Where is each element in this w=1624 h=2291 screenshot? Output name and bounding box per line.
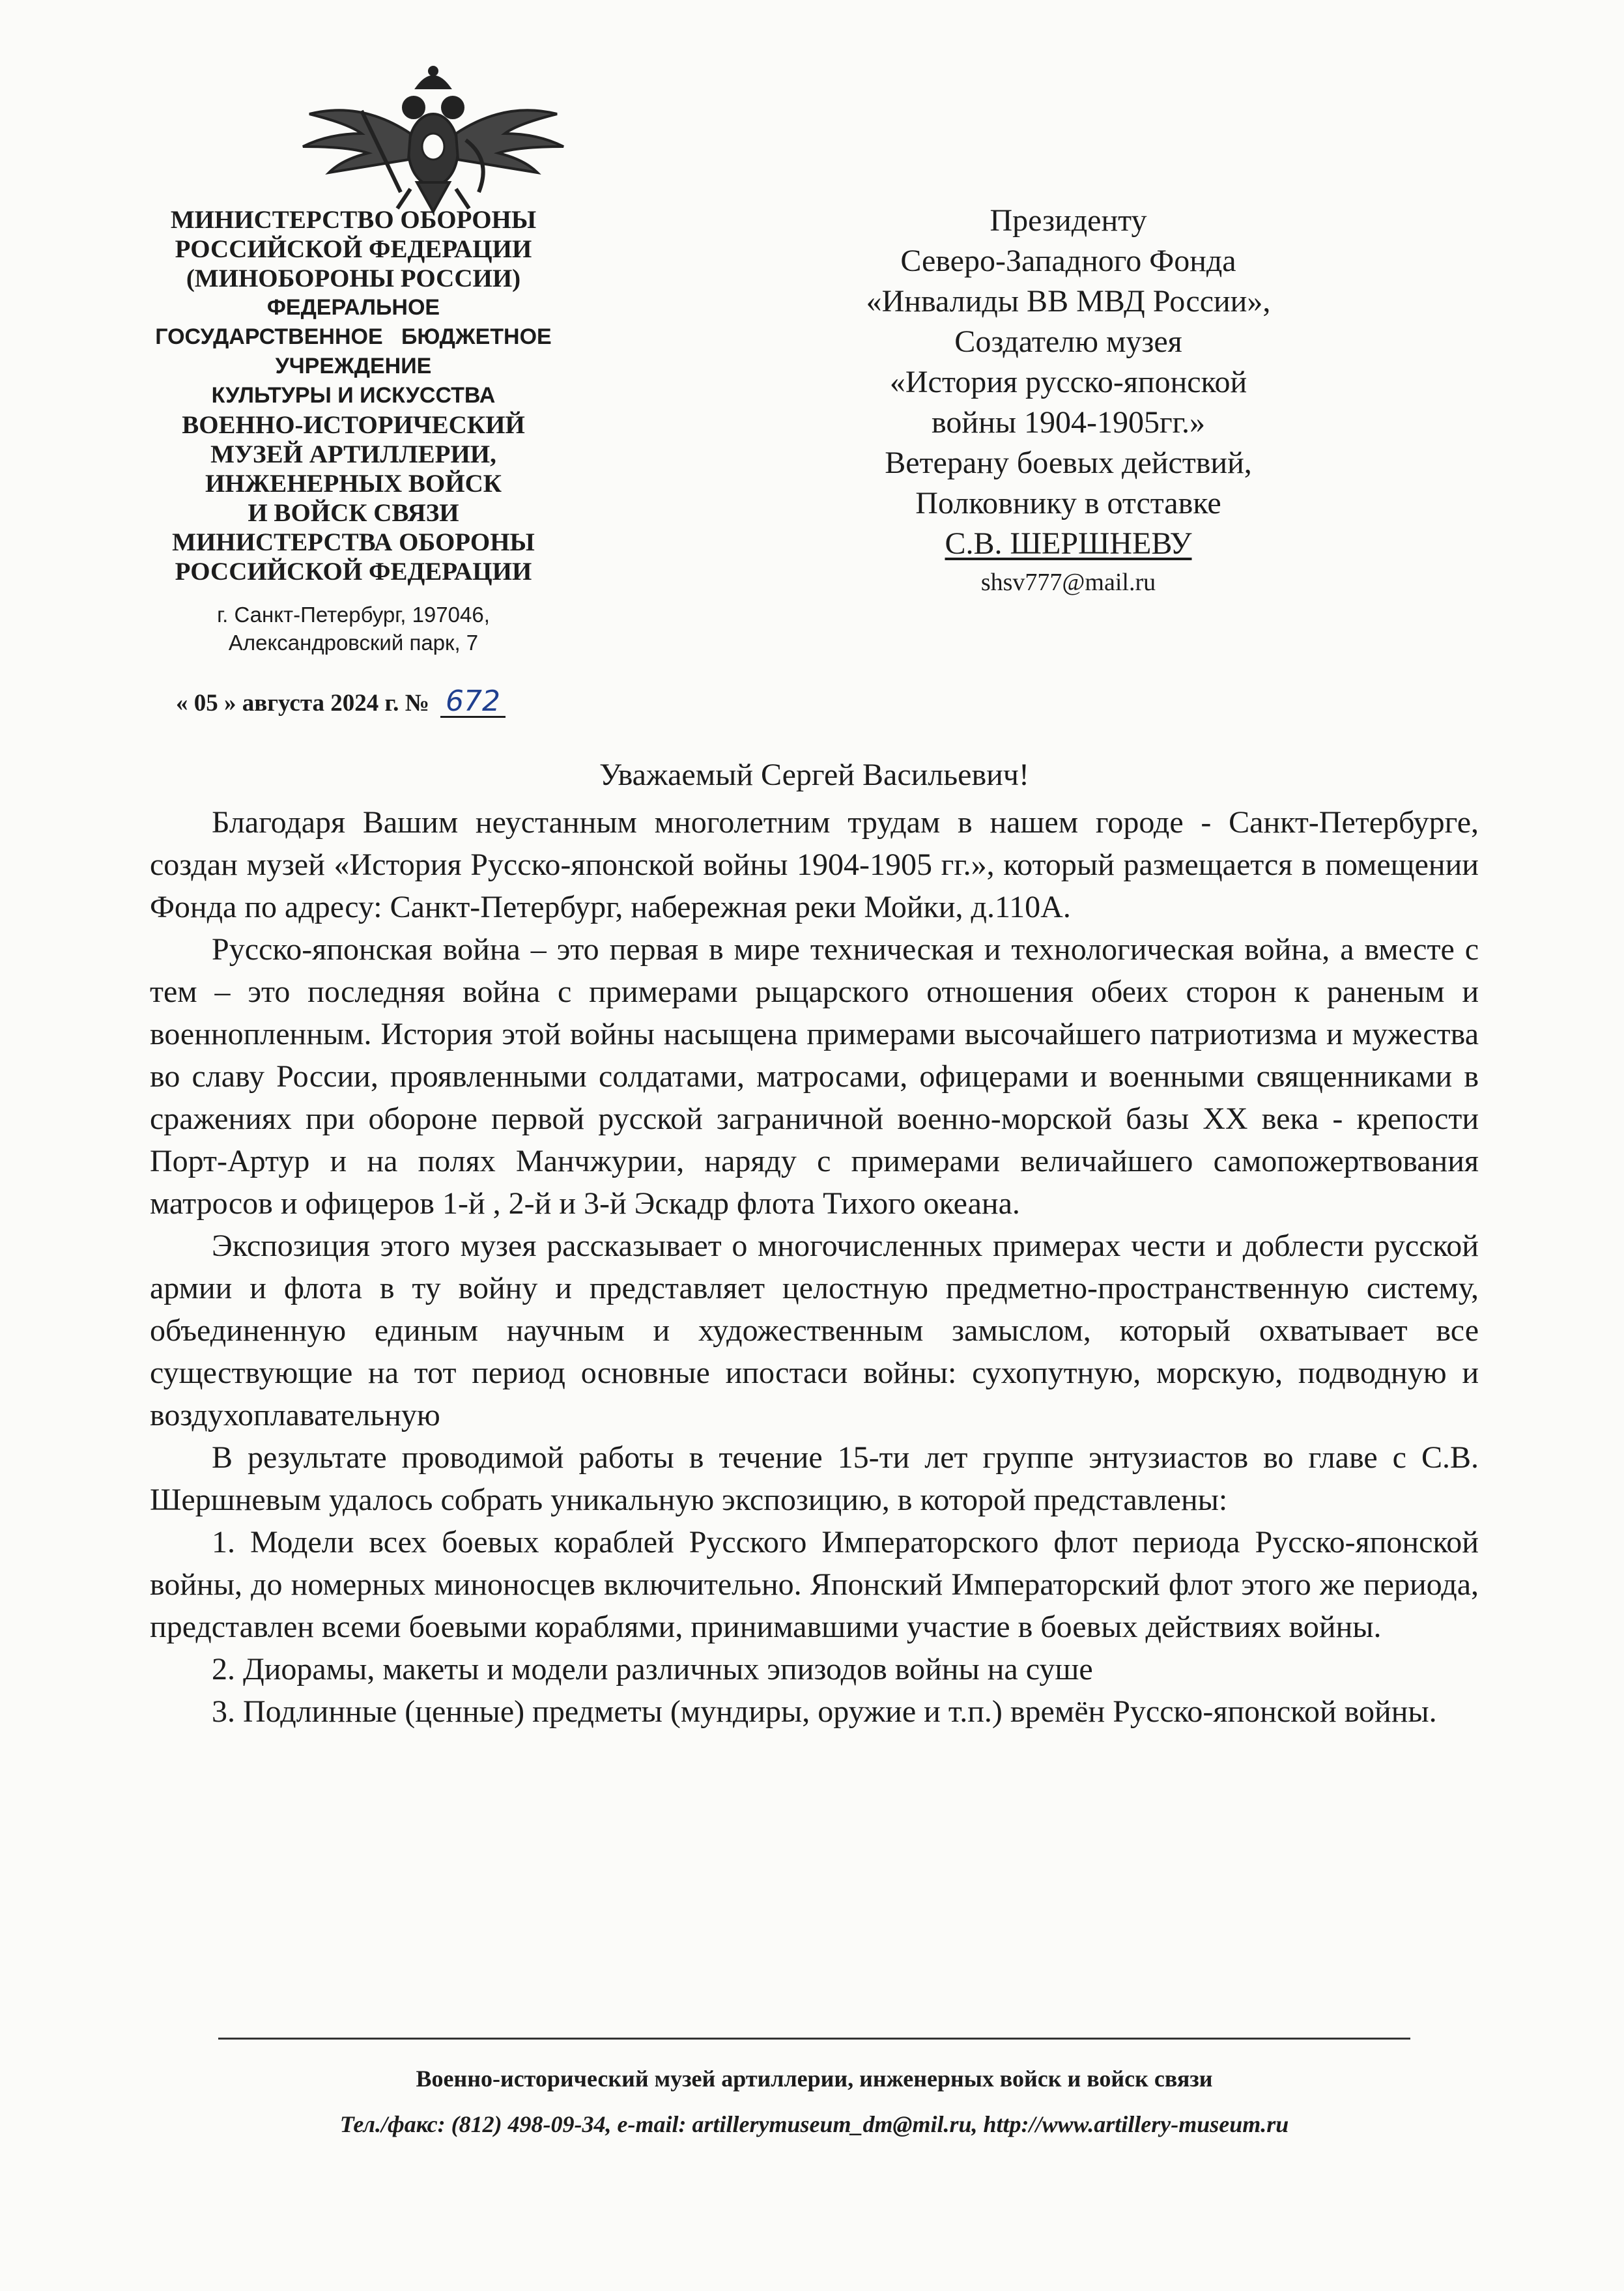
recipient-line: Создателю музея — [954, 324, 1182, 359]
recipient-email: shsv777@mail.ru — [980, 569, 1156, 596]
museum-line: ВОЕННО-ИСТОРИЧЕСКИЙ — [182, 411, 525, 439]
letter-date: « 05 » августа 2024 г. № — [176, 690, 429, 717]
recipient-line: «Инвалиды ВВ МВД России», — [866, 284, 1271, 319]
date-number-line — [176, 687, 632, 718]
recipient-name: С.В. ШЕРШНЕВУ — [945, 526, 1192, 561]
footer-museum-name: Военно-исторический музей артиллерии, инженерных войск и войск связи — [416, 2066, 1213, 2092]
footer-contacts-text: Тел./факс: (812) 498-09-34, e-mail: artillerymuseum_dm@mil.ru, http://www.artillery-museum.ru — [339, 2111, 1289, 2137]
body-paragraph: В результате проводимой работы в течение 15-ти лет группе энтузиастов во главе с С.В. Шершневым удалось собрать уникальную экспозицию, в которой представлены: — [150, 1440, 1479, 1517]
sender-block — [127, 205, 580, 657]
body-paragraph: Русско-японская война – это первая в мире техническая и технологическая война, а вместе с тем – это последняя война с примерами рыцарского отношения обеих сторон к раненым и военнопленным. История этой войны насыщена примерами высочайшего патриотизма и мужества во славу России, проявленными солдатами, матросами, офицерами и военными священниками в сражениях при обороне первой русской заграничной военно-морской базы ХХ века - крепости Порт-Артур и на полях Манчжурии, наряду с примерами величайшего самопожертвования матросов и офицеров 1-й , 2-й и 3-й Эскадр флота Тихого океана. — [150, 932, 1479, 1221]
list-item: 3. Подлинные (ценные) предметы (мундиры, оружие и т.п.) времён Русско-японской войны. — [212, 1694, 1437, 1729]
type-line: УЧРЕЖДЕНИЕ — [275, 354, 432, 378]
org-line: МИНИСТЕРСТВО ОБОРОНЫ — [170, 206, 537, 234]
museum-line: МИНИСТЕРСТВА ОБОРОНЫ — [172, 528, 535, 556]
greeting: Уважаемый Сергей Васильевич! — [599, 758, 1029, 792]
address-line: Александровский парк, 7 — [228, 631, 479, 655]
double-headed-eagle-emblem-icon — [283, 62, 583, 218]
type-line: ФЕДЕРАЛЬНОЕ — [266, 295, 440, 320]
museum-line: ИНЖЕНЕРНЫХ ВОЙСК — [205, 470, 502, 498]
body-paragraph: Благодаря Вашим неустанным многолетним трудам в нашем городе - Санкт-Петербурге, создан музей «История Русско-японской войны 1904-1905 гг.», который размещается в помещении Фонда по адресу: Санкт-Петербург, набережная реки Мойки, д.110А. — [150, 805, 1479, 924]
recipient-line: «История русско-японской — [889, 365, 1247, 399]
recipient-line: Президенту — [990, 203, 1147, 238]
list-item: 1. Модели всех боевых кораблей Русского Императорского флот периода Русско-японской войны, до номерных миноносцев включительно. Японский Императорский флот этого же периода, представлен всеми боевыми кораблями, принимавшими участие в боевых действиях войны. — [150, 1525, 1479, 1644]
type-line: ГОСУДАРСТВЕННОЕ БЮДЖЕТНОЕ — [155, 324, 552, 349]
footer-contacts — [218, 2111, 1410, 2138]
recipient-line: Северо-Западного Фонда — [900, 244, 1236, 278]
list-item: 2. Диорамы, макеты и модели различных эпизодов войны на суше — [212, 1652, 1093, 1686]
museum-line: МУЗЕЙ АРТИЛЛЕРИИ, — [210, 440, 496, 468]
recipient-line: Полковнику в отставке — [915, 486, 1221, 520]
recipient-block — [749, 201, 1388, 601]
recipient-line: Ветерану боевых действий, — [885, 446, 1252, 480]
recipient-line: войны 1904-1905гг.» — [932, 405, 1205, 440]
letter-number: 672 — [440, 687, 506, 718]
type-line: КУЛЬТУРЫ И ИСКУССТВА — [211, 383, 496, 408]
museum-line: РОССИЙСКОЙ ФЕДЕРАЦИИ — [175, 558, 532, 586]
address-line: г. Санкт-Петербург, 197046, — [217, 603, 490, 627]
footer-divider — [218, 2038, 1410, 2040]
museum-line: И ВОЙСК СВЯЗИ — [248, 499, 459, 527]
sender-address — [127, 601, 580, 657]
body-paragraph: Экспозиция этого музея рассказывает о многочисленных примерах чести и доблести русской армии и флота в ту войну и представляет целостную предметно-пространственную систему, объединенную единым научным и художественным замыслом, который охватывает все существующие на тот период основные ипостаси войны: сухопутную, морскую, подводную и воздухоплавательную — [150, 1229, 1479, 1432]
org-line: (МИНОБОРОНЫ РОССИИ) — [186, 264, 521, 292]
org-line: РОССИЙСКОЙ ФЕДЕРАЦИИ — [175, 235, 532, 263]
letter-body — [150, 801, 1479, 1733]
